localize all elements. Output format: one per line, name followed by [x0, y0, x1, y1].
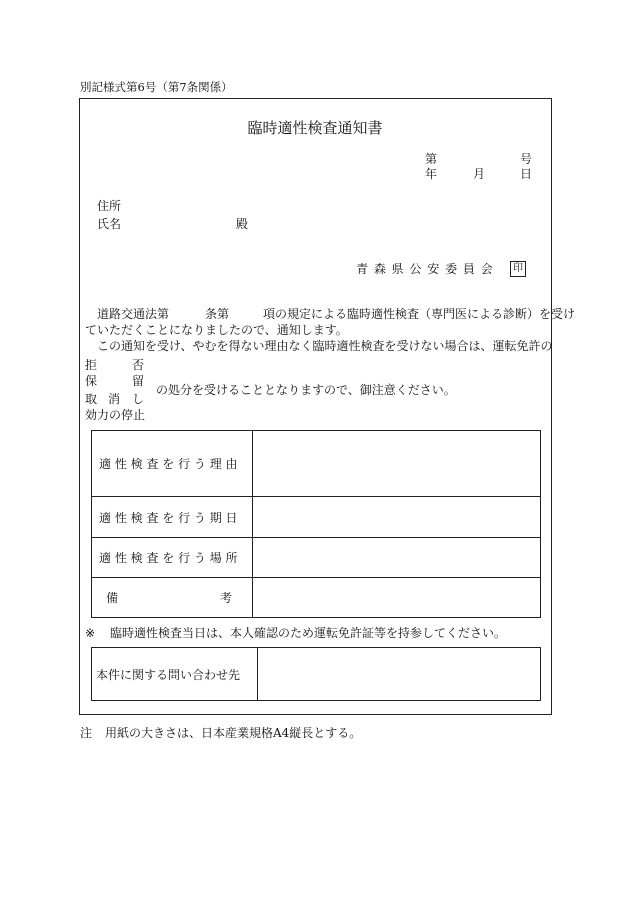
footnote-text: 用紙の大きさは、日本産業規格A4縦長とする。 — [105, 726, 362, 740]
date-year-label: 年 — [425, 167, 438, 181]
footnote-mark: 注 — [80, 726, 93, 740]
address-label: 住所 — [97, 199, 122, 213]
issuer-name: 青 森 県 公 安 委 員 会 — [356, 262, 493, 276]
penalty-hold-2: 留 — [132, 374, 145, 388]
table-row — [92, 538, 541, 578]
inspection-details-table — [91, 430, 541, 618]
penalty-suffix: の処分を受けることとなりますので、御注意ください。 — [156, 383, 456, 397]
number-suffix: 号 — [520, 152, 533, 166]
form-number-label: 別記様式第6号（第7条関係） — [80, 80, 233, 94]
date-month-label: 月 — [473, 167, 486, 181]
table-row — [92, 648, 541, 701]
place-label-cell — [92, 538, 253, 578]
notice-text: 臨時適性検査当日は、本人確認のため運転免許証等を持参してください。 — [110, 626, 507, 640]
name-label: 氏名 — [97, 217, 122, 231]
reason-label-cell — [92, 431, 253, 497]
contact-value-cell[interactable] — [258, 648, 541, 701]
body-line2: ていただくことになりましたので、通知します。 — [85, 323, 348, 337]
date-label: 適 性 検 査 を 行 う 期 日 — [99, 510, 238, 525]
date-label-cell — [92, 497, 253, 538]
page-title: 臨時適性検査通知書 — [247, 119, 383, 137]
table-row — [92, 431, 541, 497]
seal-stamp: 印 — [510, 261, 526, 277]
body-line1-b: 条第 — [205, 307, 230, 321]
table-row — [92, 578, 541, 618]
date-day-label: 日 — [520, 167, 533, 181]
penalty-cancel-1: 取 — [85, 392, 98, 406]
penalty-refuse-1: 拒 — [85, 358, 98, 372]
penalty-suspend: 効力の停止 — [85, 408, 146, 422]
honorific: 殿 — [236, 217, 249, 231]
penalty-hold-1: 保 — [85, 374, 98, 388]
date-value-cell[interactable] — [253, 497, 541, 538]
form-frame — [79, 98, 552, 715]
remarks-label — [92, 589, 252, 606]
place-value-cell[interactable] — [253, 538, 541, 578]
reason-label: 適 性 検 査 を 行 う 理 由 — [99, 457, 238, 471]
body-line3: この通知を受け、やむを得ない理由なく臨時適性検査を受けない場合は、運転免許の — [97, 339, 553, 353]
remarks-label-b: 考 — [219, 591, 232, 605]
contact-label: 本件に関する問い合わせ先 — [92, 648, 258, 701]
notice-mark: ※ — [85, 626, 96, 640]
penalty-cancel-2: 消 — [108, 392, 121, 406]
place-label: 適 性 検 査 を 行 う 場 所 — [99, 551, 238, 565]
body-line1-c: 項の規定による臨時適性検査（専門医による診断）を受け — [263, 307, 576, 321]
table-row — [92, 497, 541, 538]
remarks-label-cell — [92, 578, 253, 618]
number-prefix: 第 — [425, 152, 438, 166]
penalty-refuse-2: 否 — [132, 358, 145, 372]
reason-value-cell[interactable] — [253, 431, 541, 497]
body-line1-a: 道路交通法第 — [97, 307, 170, 321]
remarks-value-cell[interactable] — [253, 578, 541, 618]
penalty-cancel-3: し — [132, 392, 145, 406]
contact-table — [91, 647, 541, 701]
remarks-label-a: 備 — [106, 591, 119, 605]
